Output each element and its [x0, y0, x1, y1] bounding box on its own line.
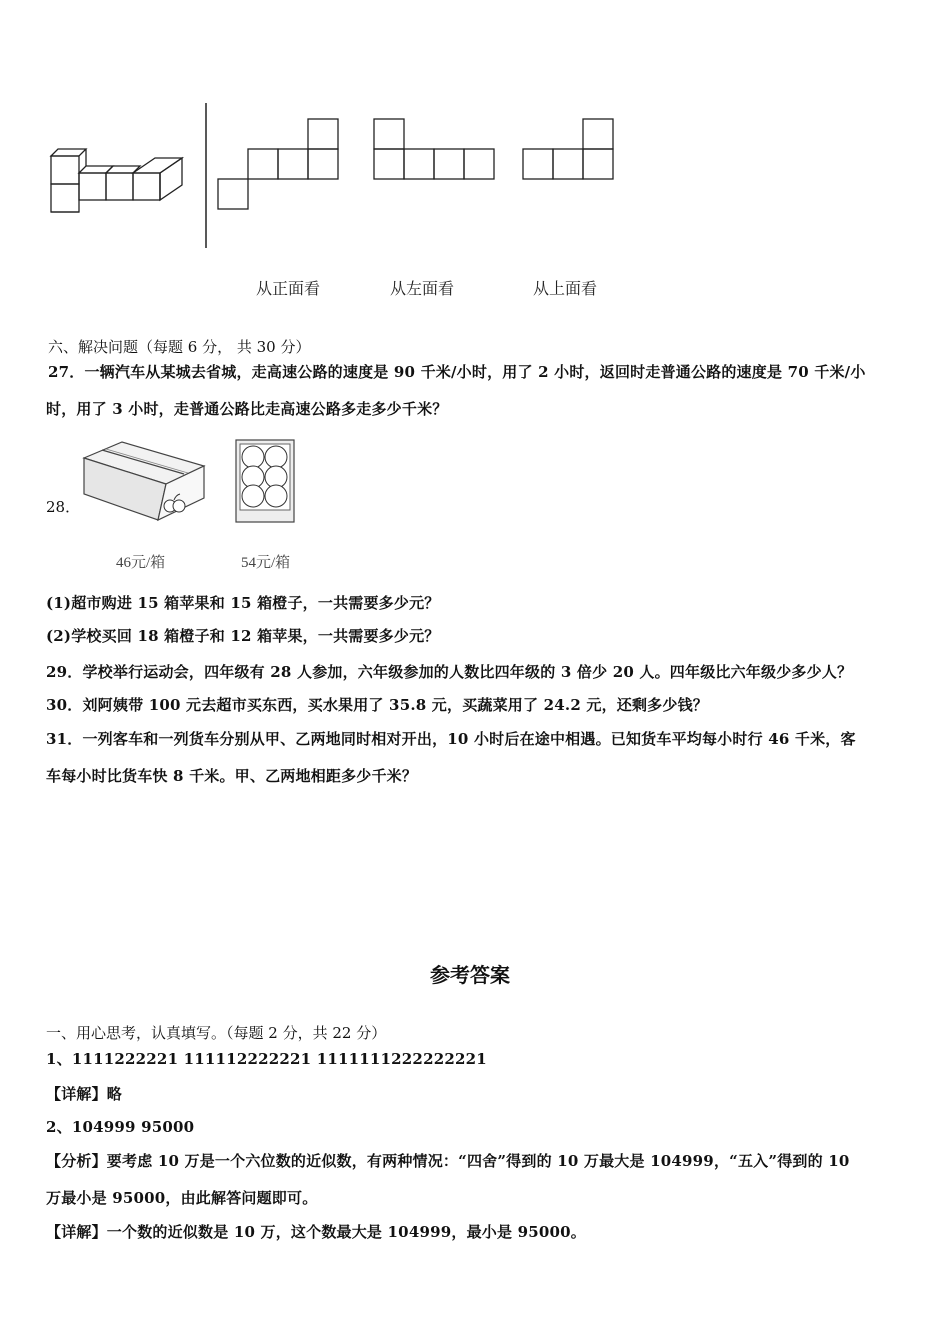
- cube-solid-figure: [48, 146, 188, 226]
- divider-line: [204, 103, 208, 248]
- answer-2-analysis-line2: 万最小是 95000，由此解答问题即可。: [46, 1189, 318, 1207]
- question-27-line1: 27．一辆汽车从某城去省城，走高速公路的速度是 90 千米/小时，用了 2 小时，返回时走普通公路的速度是 70 千米/小: [48, 363, 866, 381]
- question-31-line2: 车每小时比货车快 8 千米。甲、乙两地相距多少千米？: [46, 767, 418, 785]
- section6-header: 六、解决问题（每题 6 分， 共 30 分）: [48, 338, 311, 356]
- answer-1: 1、1111222221 111112222221 1111111222222221: [46, 1050, 487, 1068]
- orange-box-image: [234, 438, 296, 524]
- question-30: 30．刘阿姨带 100 元去超市买东西，买水果用了 35.8 元，买蔬菜用了 24.2 元，还剩多少钱？: [46, 696, 708, 714]
- left-view-figure: [372, 117, 497, 182]
- orange-price-label: 54元/箱: [241, 555, 291, 571]
- answers-title: 参考答案: [430, 963, 510, 987]
- apple-box-image: [80, 440, 208, 522]
- left-view-label: 从左面看: [390, 279, 455, 298]
- apple-price-label: 46元/箱: [116, 555, 166, 571]
- question-28-sub1: (1)超市购进 15 箱苹果和 15 箱橙子，一共需要多少元？: [46, 594, 440, 612]
- orange-icon: [242, 446, 264, 468]
- answer-2: 2、104999 95000: [46, 1118, 195, 1136]
- question-28-sub2: (2)学校买回 18 箱橙子和 12 箱苹果，一共需要多少元？: [46, 627, 440, 645]
- answers-section1-header: 一、用心思考，认真填写。（每题 2 分，共 22 分）: [46, 1024, 387, 1042]
- front-view-label: 从正面看: [256, 279, 321, 298]
- question-28-number: 28．: [46, 498, 81, 516]
- top-view-label: 从上面看: [533, 279, 598, 298]
- answer-1-detail: 【详解】略: [46, 1085, 123, 1103]
- question-27-line2: 时，用了 3 小时，走普通公路比走高速公路多走多少千米？: [46, 400, 448, 418]
- answer-2-detail: 【详解】一个数的近似数是 10 万，这个数最大是 104999，最小是 95000。: [46, 1223, 586, 1241]
- answer-2-analysis-line1: 【分析】要考虑 10 万是一个六位数的近似数，有两种情况：“四舍”得到的 10 万最大是 104999，“五入”得到的 10: [46, 1152, 850, 1170]
- top-view-figure: [521, 117, 616, 182]
- front-view-figure: [218, 117, 343, 212]
- question-31-line1: 31．一列客车和一列货车分别从甲、乙两地同时相对开出，10 小时后在途中相遇。已知货车平均每小时行 46 千米，客: [46, 730, 856, 748]
- question-29: 29．学校举行运动会，四年级有 28 人参加，六年级参加的人数比四年级的 3 倍少 20 人。四年级比六年级少多少人？: [46, 663, 853, 681]
